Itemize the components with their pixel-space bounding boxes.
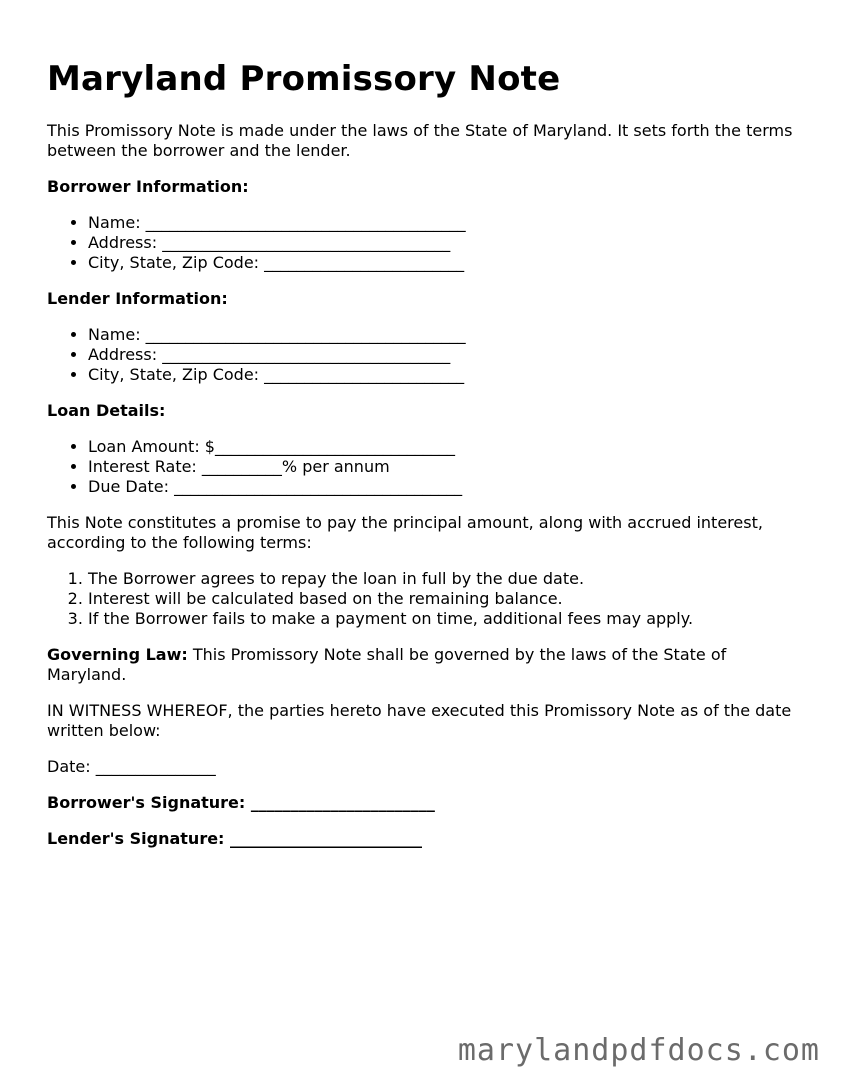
intro-paragraph: This Promissory Note is made under the laws of the State of Maryland. It sets forth the terms between the borrower and the lender. [47, 121, 793, 160]
lender-signature-line [47, 829, 807, 849]
borrower-heading: Borrower Information: [47, 177, 249, 196]
borrower-address-item: • Address: ____________________________________ [88, 233, 807, 253]
lender-name-item: • Name: ________________________________________ [88, 325, 807, 345]
loan-heading: Loan Details: [47, 401, 166, 420]
borrower-name-item: • Name: ________________________________________ [88, 213, 807, 233]
term-item: 1. The Borrower agrees to repay the loan in full by the due date. [88, 569, 807, 589]
borrower-city-item: • City, State, Zip Code: _________________________ [88, 253, 807, 273]
lender-city-item: • City, State, Zip Code: _________________________ [88, 365, 807, 385]
borrower-signature-label: Borrower's Signature: [47, 793, 246, 812]
lender-heading: Lender Information: [47, 289, 228, 308]
interest-rate-item: • Interest Rate: __________% per annum [88, 457, 807, 477]
lender-signature-blank: ________________________ [224, 829, 423, 848]
site-watermark: marylandpdfdocs.com [457, 1033, 820, 1068]
lender-address-item: • Address: ____________________________________ [88, 345, 807, 365]
borrower-signature-blank: _______________________ [245, 793, 435, 812]
governing-law-paragraph [47, 645, 807, 685]
note-statement: This Note constitutes a promise to pay the principal amount, along with accrued interest, according to the following terms: [47, 513, 763, 552]
governing-law-label: Governing Law: [47, 645, 188, 664]
page-title: Maryland Promissory Note [47, 59, 561, 99]
terms-list [47, 569, 807, 629]
loan-list [47, 437, 807, 497]
borrower-signature-line [47, 793, 807, 813]
date-line: Date: _______________ [47, 757, 216, 776]
document-page [47, 58, 807, 865]
witness-paragraph: IN WITNESS WHEREOF, the parties hereto have executed this Promissory Note as of the date written below: [47, 701, 792, 740]
term-item: 3. If the Borrower fails to make a payment on time, additional fees may apply. [88, 609, 807, 629]
lender-list [47, 325, 807, 385]
term-item: 2. Interest will be calculated based on the remaining balance. [88, 589, 807, 609]
loan-amount-item: • Loan Amount: $______________________________ [88, 437, 807, 457]
governing-law-text: This Promissory Note shall be governed by the laws of the State of Maryland. [47, 645, 727, 684]
borrower-list [47, 213, 807, 273]
due-date-item: • Due Date: ____________________________________ [88, 477, 807, 497]
lender-signature-label: Lender's Signature: [47, 829, 225, 848]
